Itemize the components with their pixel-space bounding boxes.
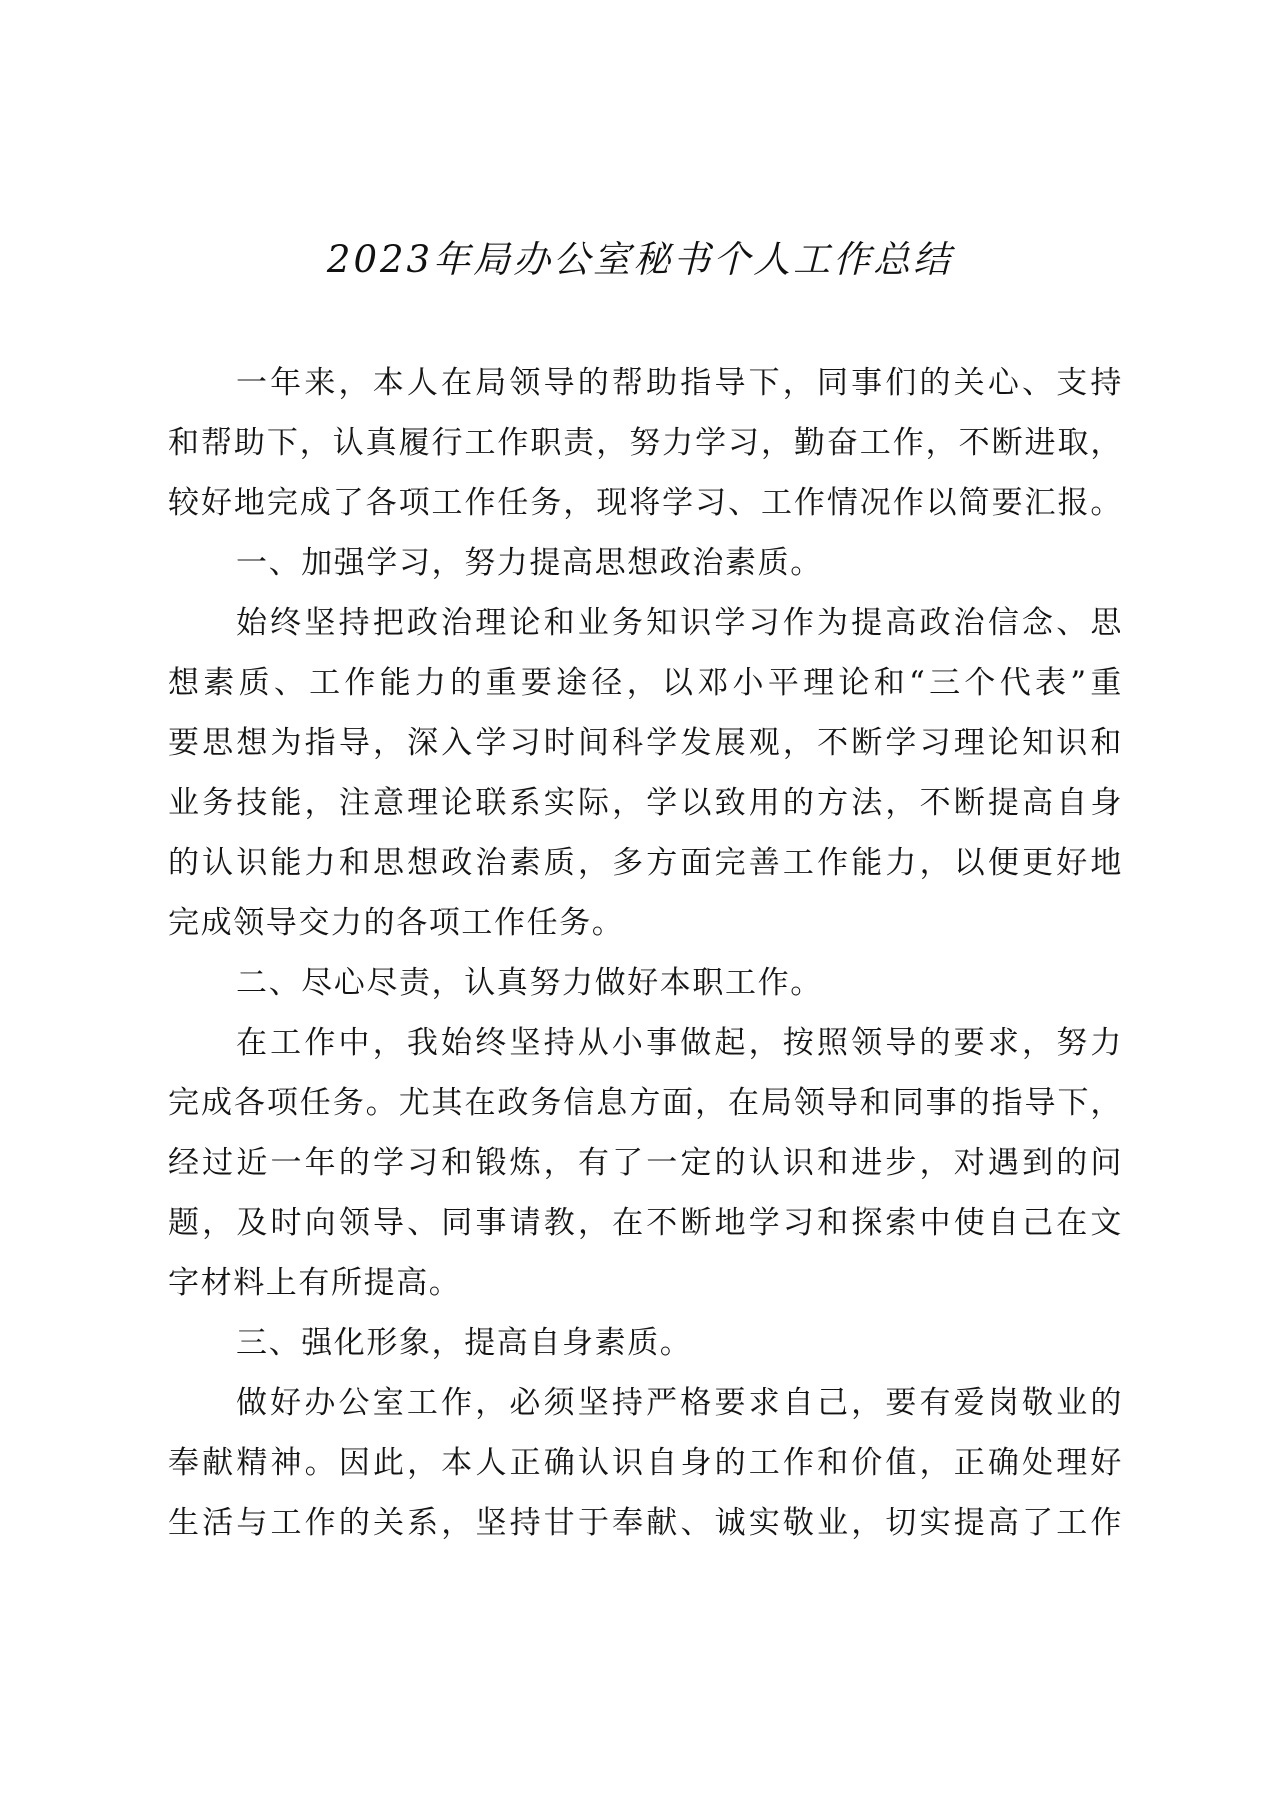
document-body (168, 353, 1123, 1553)
paragraph-section2-line-1: 在工作中，我始终坚持从小事做起，按照领导的要求，努力 (236, 1025, 1123, 1061)
paragraph-section2-line-4: 题，及时向领导、同事请教，在不断地学习和探索中使自己在文 (168, 1205, 1123, 1241)
document-title: 2023年局办公室秘书个人工作总结 (326, 238, 954, 281)
paragraph-section2-line-3: 经过近一年的学习和锻炼，有了一定的认识和进步，对遇到的问 (168, 1145, 1123, 1181)
paragraph-section2-line-5: 字材料上有所提高。 (168, 1265, 462, 1301)
section-heading-3: 三、强化形象，提高自身素质。 (236, 1325, 693, 1361)
paragraph-section1-line-3: 要思想为指导，深入学习时间科学发展观，不断学习理论知识和 (168, 725, 1123, 761)
paragraph-section3-line-1: 做好办公室工作，必须坚持严格要求自己，要有爱岗敬业的 (236, 1385, 1123, 1421)
paragraph-section2-line-2: 完成各项任务。尤其在政务信息方面，在局领导和同事的指导下， (168, 1085, 1123, 1121)
paragraph-section1-line-5: 的认识能力和思想政治素质，多方面完善工作能力，以便更好地 (168, 845, 1123, 881)
paragraph-section3-line-2: 奉献精神。因此，本人正确认识自身的工作和价值，正确处理好 (168, 1445, 1123, 1481)
paragraph-intro-line-2: 和帮助下，认真履行工作职责，努力学习，勤奋工作，不断进取， (168, 425, 1123, 461)
paragraph-section1-line-6: 完成领导交力的各项工作任务。 (168, 905, 625, 941)
paragraph-section1-line-1: 始终坚持把政治理论和业务知识学习作为提高政治信念、思 (236, 605, 1123, 641)
paragraph-section1-line-2: 想素质、工作能力的重要途径，以邓小平理论和“三个代表”重 (168, 665, 1123, 701)
paragraph-intro-line-1: 一年来，本人在局领导的帮助指导下，同事们的关心、支持 (236, 365, 1123, 401)
section-heading-1: 一、加强学习，努力提高思想政治素质。 (236, 545, 823, 581)
paragraph-intro-line-3: 较好地完成了各项工作任务，现将学习、工作情况作以简要汇报。 (168, 485, 1123, 521)
section-heading-2: 二、尽心尽责，认真努力做好本职工作。 (236, 965, 823, 1001)
paragraph-section1-line-4: 业务技能，注意理论联系实际，学以致用的方法，不断提高自身 (168, 785, 1123, 821)
paragraph-section3-line-3: 生活与工作的关系，坚持甘于奉献、诚实敬业，切实提高了工作 (168, 1505, 1123, 1541)
